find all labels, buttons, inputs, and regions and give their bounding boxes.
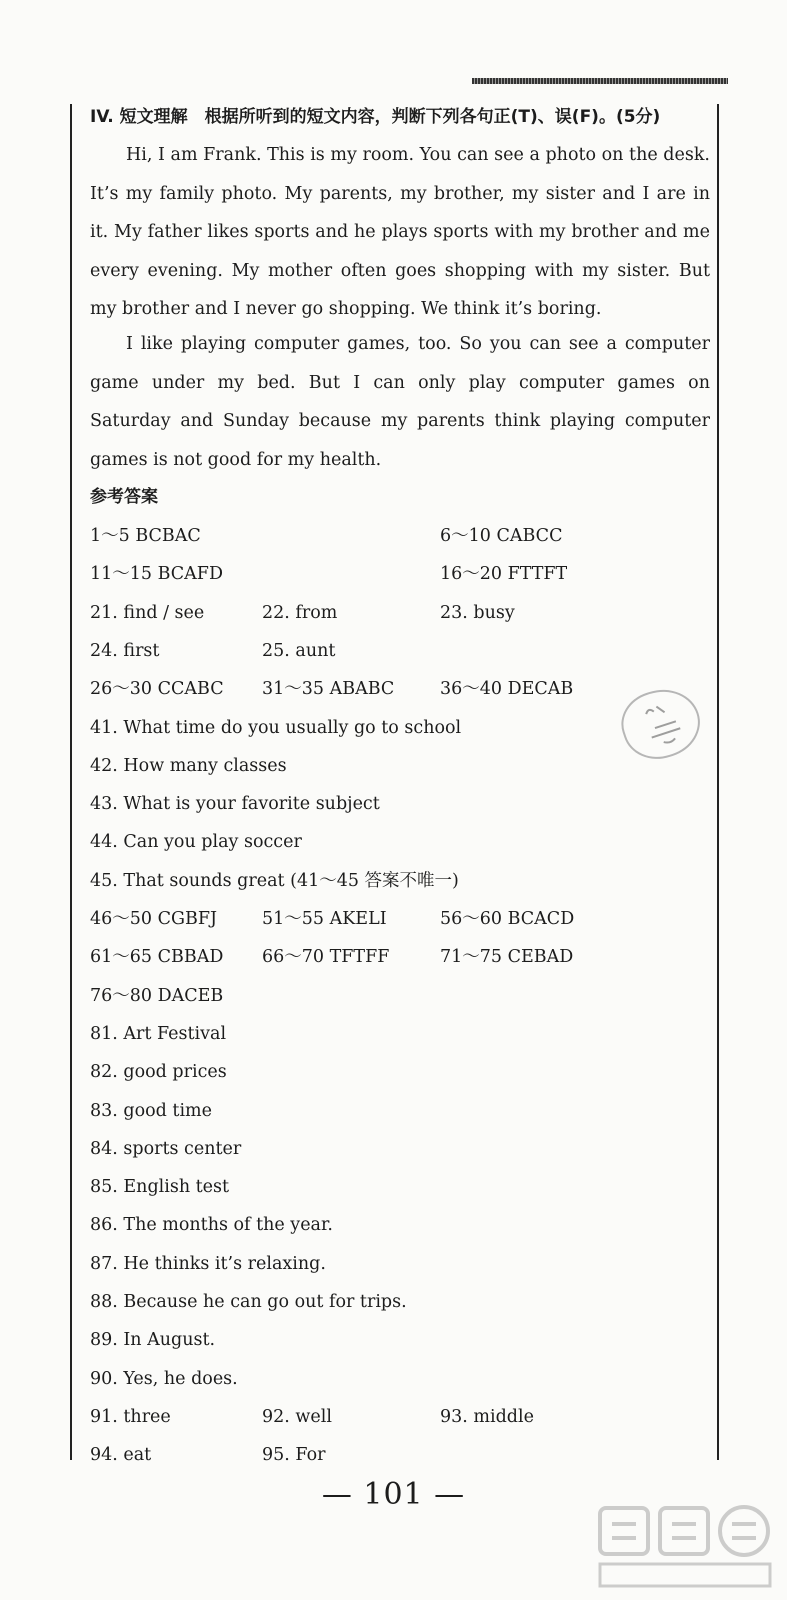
- page-number: — 101 —: [321, 1477, 466, 1512]
- section-heading: IV. 短文理解 根据所听到的短文内容，判断下列各句正(T)、误(F)。(5分): [90, 107, 661, 127]
- answer-row-25-col-2: 95. For: [262, 1445, 326, 1466]
- answer-row-13-col-1: 76～80 DACEB: [90, 985, 224, 1006]
- answer-row-3-col-3: 23. busy: [440, 602, 515, 623]
- answer-row-12-col-1: 61～65 CBBAD: [90, 947, 224, 968]
- answer-row-23-col-1: 90. Yes, he does.: [90, 1368, 238, 1389]
- answer-row-15-col-1: 82. good prices: [90, 1062, 227, 1083]
- answer-row-4-col-2: 25. aunt: [262, 640, 336, 661]
- answer-row-2-col-1: 11～15 BCAFD: [90, 564, 223, 585]
- stamp-seal-icon: [613, 680, 708, 769]
- answers-title: 参考答案: [90, 487, 158, 507]
- answer-row-22-col-1: 89. In August.: [90, 1330, 216, 1351]
- answer-row-11-col-1: 46～50 CGBFJ: [90, 909, 217, 929]
- top-decorative-rule: [472, 78, 728, 84]
- answer-row-1-col-1: 1～5 BCBAC: [90, 526, 201, 546]
- answer-row-9-col-1: 44. Can you play soccer: [90, 832, 302, 853]
- answer-row-14-col-1: 81. Art Festival: [90, 1023, 227, 1044]
- answer-row-10-col-1: 45. That sounds great (41～45 答案不唯一): [90, 870, 459, 891]
- left-margin-line: [70, 104, 72, 1460]
- passage-paragraph-2: I like playing computer games, too. So you can see a computer game under my bed. But I can only play computer games on Saturday and Sunday because my parents think playing computer games is not good for my health.: [90, 334, 710, 470]
- answer-row-6-col-1: 41. What time do you usually go to school: [90, 717, 462, 738]
- answer-row-5-col-2: 31～35 ABABC: [262, 679, 395, 700]
- answer-row-4-col-1: 24. first: [90, 640, 160, 661]
- answer-row-19-col-1: 86. The months of the year.: [90, 1215, 333, 1236]
- answer-row-16-col-1: 83. good time: [90, 1100, 213, 1121]
- answer-row-3-col-1: 21. find / see: [90, 602, 205, 623]
- answer-row-12-col-3: 71～75 CEBAD: [440, 947, 574, 968]
- answer-row-11-col-3: 56～60 BCACD: [440, 909, 575, 929]
- watermark-logo: [592, 1500, 782, 1596]
- answer-row-12-col-2: 66～70 TFTFF: [262, 947, 390, 968]
- answer-row-5-col-3: 36～40 DECAB: [440, 679, 574, 700]
- passage-paragraph-1: Hi, I am Frank. This is my room. You can see a photo on the desk. It’s my family photo. My parents, my brother, my sister and I are in it. My father likes sports and he plays sports with my brother and me every evening. My mother often goes shopping with my sister. But my brother and I never go shopping. We think it’s boring.: [90, 145, 710, 320]
- answer-row-8-col-1: 43. What is your favorite subject: [90, 794, 380, 815]
- right-margin-line: [717, 104, 719, 1460]
- answer-row-2-col-3: 16～20 FTTFT: [440, 564, 568, 585]
- answer-row-3-col-2: 22. from: [262, 602, 338, 623]
- answer-row-24-col-2: 92. well: [262, 1406, 332, 1427]
- answer-row-25-col-1: 94. eat: [90, 1445, 152, 1466]
- answer-row-24-col-3: 93. middle: [440, 1406, 534, 1427]
- answer-row-24-col-1: 91. three: [90, 1406, 171, 1427]
- answer-row-21-col-1: 88. Because he can go out for trips.: [90, 1292, 407, 1312]
- answer-row-18-col-1: 85. English test: [90, 1177, 230, 1198]
- answer-row-1-col-3: 6～10 CABCC: [440, 526, 563, 546]
- answer-row-11-col-2: 51～55 AKELI: [262, 909, 387, 929]
- answer-row-17-col-1: 84. sports center: [90, 1138, 242, 1159]
- answer-row-20-col-1: 87. He thinks it’s relaxing.: [90, 1253, 326, 1274]
- answer-row-5-col-1: 26～30 CCABC: [90, 679, 224, 700]
- answer-row-7-col-1: 42. How many classes: [90, 755, 287, 776]
